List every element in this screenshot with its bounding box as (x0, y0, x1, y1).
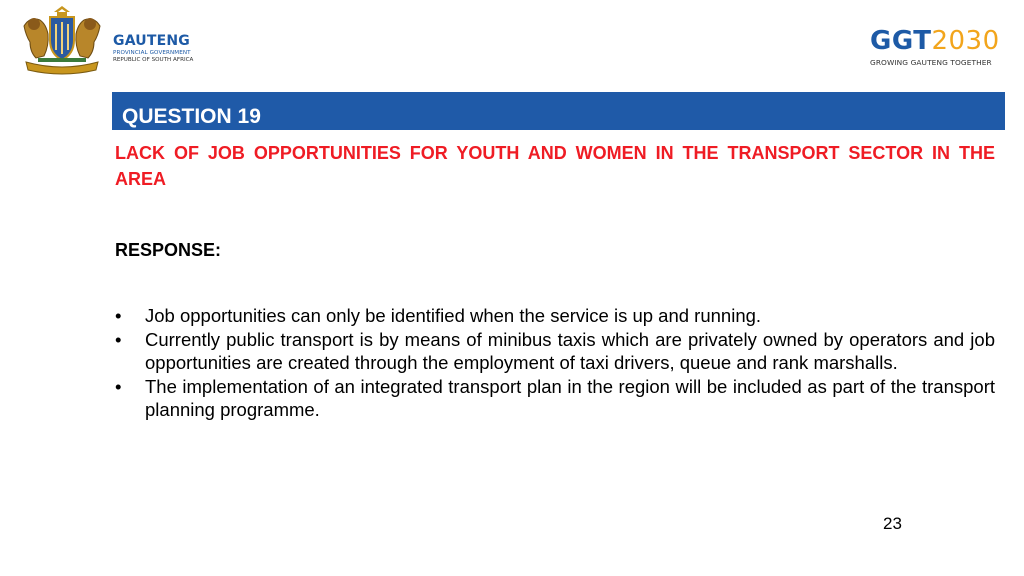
list-item (115, 328, 995, 375)
bullet-icon: • (115, 375, 122, 397)
bullet-text: Currently public transport is by means of minibus taxis which are privately owned by operators and job opportunities are created through the employment of taxi drivers, queue and rank marshalls. (145, 328, 995, 373)
bullet-icon: • (115, 305, 122, 326)
bullet-text: Job opportunities can only be identified when the service is up and running. (145, 305, 762, 326)
page-number: 23 (883, 514, 902, 533)
question-label: QUESTION 19 (122, 105, 261, 128)
ggt2030-wordmark (870, 26, 1010, 56)
ggt-text: GGT (870, 26, 932, 56)
bullet-text: The implementation of an integrated transport plan in the region will be included as part of the transport planning programme. (145, 375, 995, 420)
ggt2030-logo (870, 26, 1010, 70)
list-item (115, 304, 995, 328)
question-text: LACK OF JOB OPPORTUNITIES FOR YOUTH AND WOMEN IN THE TRANSPORT SECTOR IN THE AREA (115, 143, 995, 189)
gauteng-logo (14, 6, 214, 76)
list-item (115, 375, 995, 422)
response-list (115, 304, 995, 422)
gauteng-name: GAUTENG (113, 33, 190, 49)
ggt-tagline: GROWING GAUTENG TOGETHER (870, 58, 992, 67)
republic-text: REPUBLIC OF SOUTH AFRICA (113, 56, 194, 63)
question-banner (112, 92, 1005, 130)
gauteng-coat-of-arms-icon (16, 6, 108, 76)
provincial-government-text: PROVINCIAL GOVERNMENT (113, 50, 191, 56)
response-label: RESPONSE: (115, 240, 222, 260)
bullet-icon: • (115, 328, 122, 350)
year-text: 2030 (931, 26, 1000, 56)
